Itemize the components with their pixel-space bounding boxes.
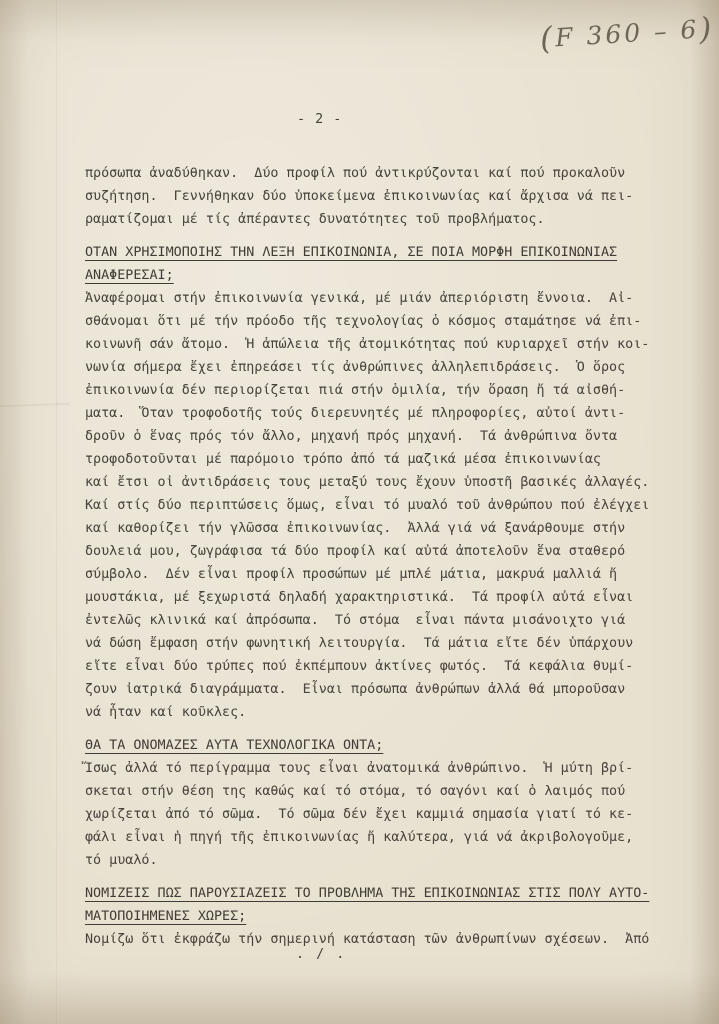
text-line: συζήτηση. Γεννήθηκαν δύο ὑποκείμενα ἐπικοινωνίας καί ἄρχισα νά πει- xyxy=(85,189,634,204)
text-line: πρόσωπα ἀναδύθηκαν. Δύο προφίλ πού ἀντικρύζονται καί πού προκαλοῦν xyxy=(85,166,626,181)
text-line: ἐπικοινωνία δέν περιορίζεται πιά στήν ὁμιλία, τήν ὅραση ἤ τά αἰσθή- xyxy=(85,383,626,398)
paragraph xyxy=(85,928,685,951)
text-line: εἴτε εἶναι δύο τρύπες πού ἐκπέμπουν ἀκτίνες φωτός. Τά κεφάλια θυμί- xyxy=(85,659,634,674)
heading-line: ΘΑ ΤΑ ΟΝΟΜΑΖΕΣ ΑΥΤΑ ΤΕΧΝΟΛΟΓΙΚΑ ΟΝΤΑ; xyxy=(85,738,384,753)
text-line: φάλι εἶναι ἡ πηγή τῆς ἐπικοινωνίας ἤ καλύτερα, γιά νά ἀκριβολογοῦμε, xyxy=(85,830,634,845)
text-line: Ἴσως ἀλλά τό περίγραμμα τους εἶναι ἀνατομικά ἀνθρώπινο. Ἡ μύτη βρί- xyxy=(85,761,634,776)
interview-question-heading xyxy=(85,882,685,928)
text-line: δουλειά μου, ζωγράφισα τά δύο προφίλ καί αὐτά ἀποτελοῦν ἕνα σταθερό xyxy=(85,544,626,559)
interview-question-heading xyxy=(85,734,685,757)
annotation-close-paren: ) xyxy=(698,10,716,48)
heading-line: ΟΤΑΝ ΧΡΗΣΙΜΟΠΟΙΗΣ ΤΗΝ ΛΕΞΗ ΕΠΙΚΟΙΝΩΝΙΑ, ΣΕ ΠΟΙΑ ΜΟΡΦΗ ΕΠΙΚΟΙΝΩΝΙΑΣ xyxy=(85,245,618,260)
handwritten-reference-annotation xyxy=(539,11,715,58)
text-line: Ἀναφέρομαι στήν ἐπικοινωνία γενικά, μέ μιάν ἀπεριόριστη ἔννοια. Αἰ- xyxy=(85,291,634,306)
text-line: καί ἔτσι οἱ ἀντιδράσεις τους μεταξύ τους ἔχουν ὑποστῆ βασικές ἀλλαγές. xyxy=(85,475,650,490)
continuation-mark: . / . xyxy=(296,947,347,962)
text-line: ματα. Ὅταν τροφοδοτῆς τούς διερευνητές μέ πληροφορίες, αὐτοί ἀντι- xyxy=(85,406,626,421)
text-line: σύμβολο. Δέν εἶναι προφίλ προσώπων μέ μπλέ μάτια, μακρυά μαλλιά ἤ xyxy=(85,567,618,582)
paper-crease xyxy=(0,403,70,407)
annotation-text: F 360 – 6 xyxy=(554,14,701,53)
text-line: Καί στίς δύο περιπτώσεις ὅμως, εἶναι τό μυαλό τοῦ ἀνθρώπου πού ἐλέγχει xyxy=(85,498,650,513)
paragraph xyxy=(85,287,685,724)
paragraph xyxy=(85,162,685,231)
heading-line: ΝΟΜΙΖΕΙΣ ΠΩΣ ΠΑΡΟΥΣΙΑΖΕΙΣ ΤΟ ΠΡΟΒΛΗΜΑ ΤΗΣ ΕΠΙΚΟΙΝΩΝΙΑΣ ΣΤΙΣ ΠΟΛΥ ΑΥΤΟ- xyxy=(85,886,650,901)
text-line: τροφοδοτοῦνται μέ παρόμοιο τρόπο ἀπό τά μαζικά μέσα ἐπικοινωνίας xyxy=(85,452,601,467)
text-line: κοινωνῆ σάν ἄτομο. Ἡ ἀπώλεια τῆς ἀτομικότητας πού κυριαρχεῖ στήν κοι- xyxy=(85,337,650,352)
text-line: ἐντελῶς κλινικά καί ἀπρόσωπα. Τό στόμα εἶναι πάντα μισάνοιχτο γιά xyxy=(85,613,626,628)
document-body xyxy=(85,162,685,951)
text-line: ζουν ἰατρικά διαγράμματα. Εἶναι πρόσωπα ἀνθρώπων ἀλλά θά μποροῦσαν xyxy=(85,682,626,697)
text-line: μουστάκια, μέ ξεχωριστά δηλαδή χαρακτηριστικά. Τά προφίλ αὐτά εἶναι xyxy=(85,590,634,605)
text-line: ραματίζομαι μέ τίς ἀπέραντες δυνατότητες τοῦ προβλήματος. xyxy=(85,212,545,227)
paper-fold-line xyxy=(56,0,58,1024)
text-line: δροῦν ὁ ἕνας πρός τόν ἄλλο, μηχανή πρός μηχανή. Τά ἀνθρώπινα ὄντα xyxy=(85,429,618,444)
interview-question-heading xyxy=(85,241,685,287)
text-line: καί καθορίζει τήν γλῶσσα ἐπικοινωνίας. Ἀλλά γιά νά ξανάρθουμε στήν xyxy=(85,521,626,536)
text-line: νωνία σήμερα ἔχει ἐπηρεάσει τίς ἀνθρώπινες ἀλληλεπιδράσεις. Ὁ ὅρος xyxy=(85,360,626,375)
paragraph xyxy=(85,757,685,872)
heading-line: ΜΑΤΟΠΟΙΗΜΕΝΕΣ ΧΩΡΕΣ; xyxy=(85,909,247,924)
text-line: τό μυαλό. xyxy=(85,853,158,868)
page-number: - 2 - xyxy=(297,112,343,127)
text-line: νά ἦταν καί κοῦκλες. xyxy=(85,705,247,720)
text-line: σκεται στήν θέση της καθώς καί τό στόμα, τό σαγόνι καί ὁ λαιμός πού xyxy=(85,784,626,799)
text-line: Νομίζω ὅτι ἐκφράζω τήν σημερινή κατάσταση τῶν ἀνθρωπίνων σχέσεων. Ἀπό xyxy=(85,932,650,947)
text-line: νά δώση ἔμφαση στήν φωνητική λειτουργία. Τά μάτια εἴτε δέν ὑπάρχουν xyxy=(85,636,634,651)
text-line: σθάνομαι ὅτι μέ τήν πρόοδο τῆς τεχνολογίας ὁ κόσμος σταμάτησε νά ἐπι- xyxy=(85,314,642,329)
text-line: χωρίζεται ἀπό τό σῶμα. Τό σῶμα δέν ἔχει καμμιά σημασία γιατί τό κε- xyxy=(85,807,634,822)
heading-line: ΑΝΑΦΕΡΕΣΑΙ; xyxy=(85,268,174,283)
annotation-open-paren: ( xyxy=(539,20,557,58)
